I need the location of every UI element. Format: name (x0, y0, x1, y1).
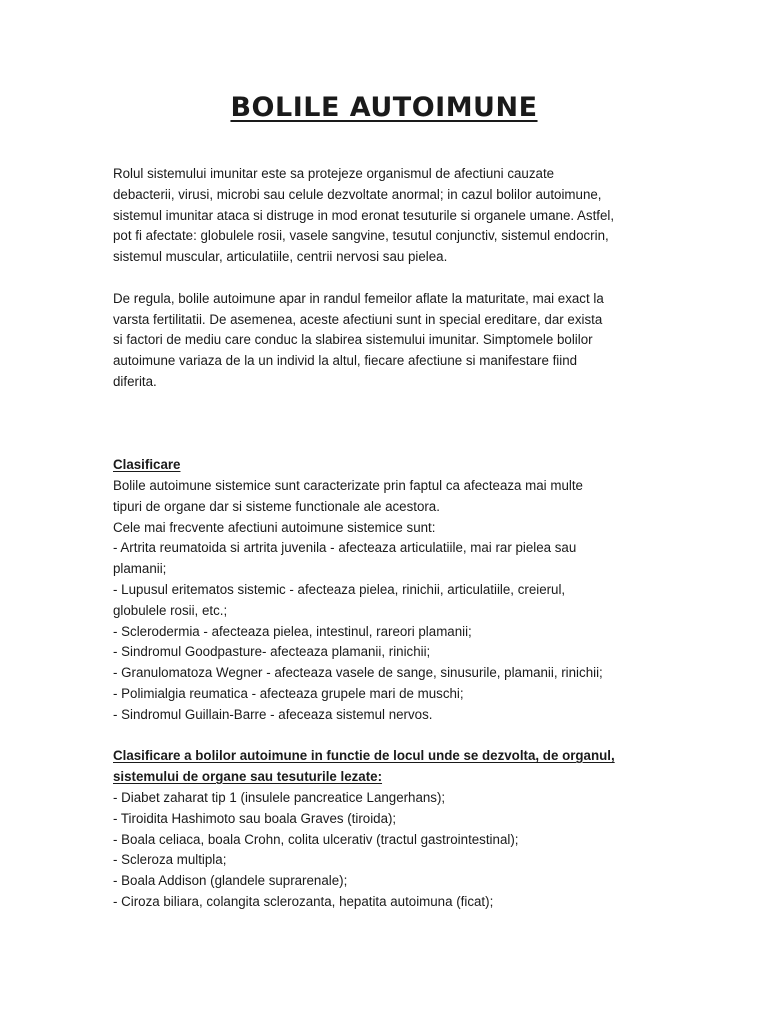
text-line: Cele mai frecvente afectiuni autoimune sistemice sunt: (113, 519, 436, 536)
text-line: si factori de mediu care conduc la slabirea sistemului imunitar. Simptomele bolilor (113, 332, 593, 349)
text-line: De regula, bolile autoimune apar in randul femeilor aflate la maturitate, mai exact la (113, 290, 604, 307)
list-item: plamanii; (113, 561, 167, 578)
organ-classification-section (113, 746, 625, 912)
text-line: autoimune variaza de la un individ la altul, fiecare afectiune si manifestare fiind (113, 353, 578, 370)
text-line: diferita. (113, 373, 157, 390)
list-item: - Boala celiaca, boala Crohn, colita ulcerativ (tractul gastrointestinal); (113, 831, 519, 848)
text-line: debacterii, virusi, microbi sau celule dezvoltate anormal; in cazul bolilor autoimune, (113, 186, 602, 203)
document-body (113, 164, 625, 913)
document-title: BOLILE AUTOIMUNE (230, 92, 538, 123)
paragraph-spacer (113, 268, 625, 289)
text-line: sistemul imunitar ataca si distruge in mod eronat tesuturile si organele umane. Astfel, (113, 207, 615, 224)
text-line: sistemul muscular, articulatiile, centrii nervosi sau pielea. (113, 249, 448, 266)
list-item: - Sindromul Guillain-Barre - afeceaza sistemul nervos. (113, 706, 433, 723)
list-item: - Sclerodermia - afecteaza pielea, intestinul, rareori plamanii; (113, 623, 472, 640)
section-heading: Clasificare (113, 457, 181, 474)
list-item: - Lupusul eritematos sistemic - afecteaza pielea, rinichii, articulatiile, creierul, (113, 581, 566, 598)
list-item: - Artrita reumatoida si artrita juvenila - afecteaza articulatiile, mai rar pielea sau (113, 540, 577, 557)
text-line: Bolile autoimune sistemice sunt caracterizate prin faptul ca afecteaza mai multe (113, 477, 583, 494)
list-item: globulele rosii, etc.; (113, 602, 228, 619)
list-item: - Ciroza biliara, colangita sclerozanta, hepatita autoimuna (ficat); (113, 893, 494, 910)
text-line: pot fi afectate: globulele rosii, vasele sangvine, tesutul conjunctiv, sistemul endocrin, (113, 228, 609, 245)
text-line: tipuri de organe dar si sisteme functionale ale acestora. (113, 498, 440, 515)
intro-paragraph-1 (113, 164, 625, 268)
paragraph-spacer (113, 414, 625, 435)
list-item: - Boala Addison (glandele suprarenale); (113, 873, 348, 890)
intro-paragraph-2 (113, 289, 625, 393)
list-item: - Polimialgia reumatica - afecteaza grupele mari de muschi; (113, 685, 464, 702)
paragraph-spacer (113, 434, 625, 455)
list-item: - Granulomatoza Wegner - afecteaza vasele de sange, sinusurile, plamanii, rinichii; (113, 665, 603, 682)
text-line: Rolul sistemului imunitar este sa protejeze organismul de afectiuni cauzate (113, 166, 555, 182)
paragraph-spacer (113, 726, 625, 747)
classification-section (113, 455, 625, 725)
list-item: - Tiroidita Hashimoto sau boala Graves (tiroida); (113, 810, 397, 827)
section-heading: sistemului de organe sau tesuturile lezate: (113, 769, 383, 786)
text-line: varsta fertilitatii. De asemenea, aceste afectiuni sunt in special ereditare, dar exista (113, 311, 603, 328)
list-item: - Diabet zaharat tip 1 (insulele pancreatice Langerhans); (113, 789, 446, 806)
section-heading: Clasificare a bolilor autoimune in functie de locul unde se dezvolta, de organul, (113, 748, 615, 765)
paragraph-spacer (113, 393, 625, 414)
list-item: - Sindromul Goodpasture- afecteaza plamanii, rinichii; (113, 644, 431, 661)
list-item: - Scleroza multipla; (113, 852, 227, 869)
